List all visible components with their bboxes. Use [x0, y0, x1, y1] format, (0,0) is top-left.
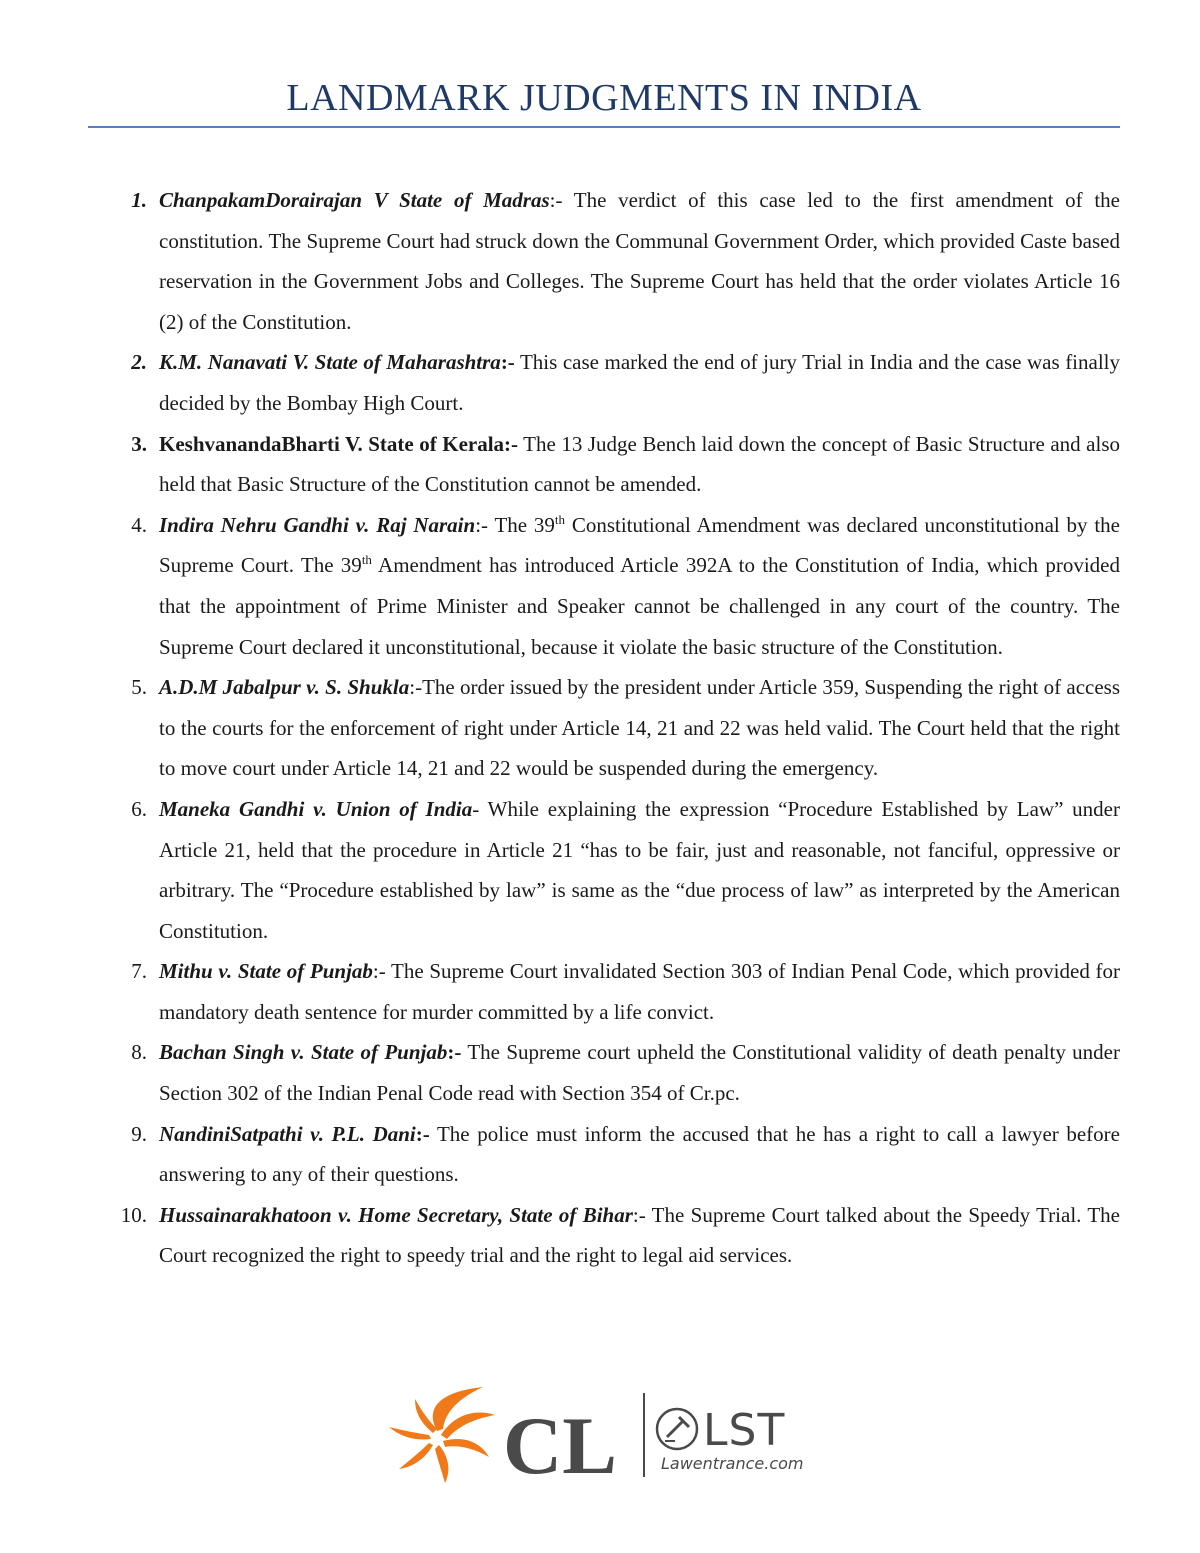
- list-item: [113, 505, 1120, 667]
- case-separator: :-: [372, 959, 386, 984]
- case-separator: :-: [632, 1202, 646, 1227]
- case-separator: :-: [549, 188, 563, 212]
- list-item: [113, 1114, 1120, 1195]
- case-separator: :-: [504, 431, 519, 456]
- item-number: 7.: [131, 959, 147, 984]
- case-separator: :-: [409, 675, 423, 700]
- case-summary: This case marked the end of jury Trial in India and the case was finally decided by the Bombay High Court.: [159, 350, 1121, 415]
- list-item: [113, 951, 1120, 1032]
- case-summary: While explaining the expression “Procedure Established by Law” under Article 21, held that the procedure in Article 21 “has to be fair, just and reasonable, not fanciful, oppressive or arbitrary. The “Procedure established by law” is same as the “due process of law” as interpreted by the American Constitution.: [159, 796, 1120, 943]
- ordinal-suffix: th: [554, 511, 566, 527]
- case-summary: The 13 Judge Bench laid down the concept of Basic Structure and also held that Basic Structure of the Constitution cannot be amended.: [159, 431, 1120, 497]
- case-separator: -: [472, 796, 480, 821]
- case-summary: The order issued by the president under Article 359, Suspending the right of access to the courts for the enforcement of right under Article 14, 21 and 22 was held valid. The Court held that the right to move court under Article 14, 21 and 22 would be suspended during the emergency.: [159, 675, 1121, 781]
- case-summary: The Supreme Court talked about the Speedy Trial. The Court recognized the right to speedy trial and the right to legal aid services.: [159, 1202, 1120, 1268]
- case-summary-part: Constitutional Amendment was declared unconstitutional by the Supreme Court. The 39: [159, 512, 1121, 578]
- logo-cl-text: CL: [503, 1400, 617, 1485]
- list-item: [113, 180, 1120, 342]
- case-name: Bachan Singh v. State of Punjab: [159, 1040, 448, 1065]
- item-number: 8.: [131, 1040, 147, 1065]
- case-separator: :-: [500, 350, 515, 375]
- list-item: [113, 789, 1120, 951]
- case-summary: The Supreme Court invalidated Section 303 of Indian Penal Code, which provided for mandatory death sentence for murder committed by a life convict.: [159, 959, 1120, 1024]
- case-separator: :-: [475, 512, 489, 537]
- page-title: LANDMARK JUDGMENTS IN INDIA: [286, 77, 922, 119]
- logo-divider: [643, 1393, 645, 1477]
- logo-site-text: Lawentrance.com: [661, 1454, 804, 1473]
- case-summary-part: Amendment has introduced Article 392A to the Constitution of India, which provided that the appointment of Prime Minister and Speaker cannot be challenged in any court of the country. The Supreme Court declared it unconstitutional, because it violate the basic structure of the Constitution.: [159, 553, 1120, 659]
- case-separator: :-: [447, 1040, 462, 1065]
- judgments-list: [113, 180, 1120, 1276]
- case-summary: The Supreme court upheld the Constitutional validity of death penalty under Section 302 of the Indian Penal Code read with Section 354 of Cr.pc.: [159, 1040, 1120, 1106]
- list-item: [113, 667, 1120, 789]
- case-name: ChanpakamDorairajan V State of Madras: [159, 188, 550, 212]
- item-number: 1.: [131, 188, 147, 212]
- case-name: Indira Nehru Gandhi v. Raj Narain: [159, 512, 476, 537]
- footer-logo: [385, 1385, 825, 1485]
- case-summary: The police must inform the accused that he has a right to call a lawyer before answering to any of their questions.: [159, 1121, 1120, 1187]
- item-number: 3.: [131, 431, 147, 456]
- list-item: [113, 1032, 1120, 1113]
- case-name: K.M. Nanavati V. State of Maharashtra: [159, 350, 501, 375]
- sunburst-logo-icon: [389, 1387, 495, 1483]
- ordinal-suffix: th: [361, 552, 372, 568]
- item-number: 2.: [131, 350, 147, 375]
- case-summary: The verdict of this case led to the first amendment of the constitution. The Supreme Court had struck down the Communal Government Order, which provided Caste based reservation in the Government Jobs and Colleges. The Supreme Court has held that the order violates Article 16 (2) of the Constitution.: [159, 188, 1120, 334]
- case-name: Hussainarakhatoon v. Home Secretary, State of Bihar: [159, 1202, 633, 1227]
- gavel-seal-icon: [657, 1409, 697, 1449]
- list-item: [113, 1195, 1120, 1276]
- item-number: 4.: [131, 512, 147, 537]
- case-name: A.D.M Jabalpur v. S. Shukla: [159, 675, 410, 700]
- list-item: [113, 424, 1120, 505]
- title-underline: [88, 126, 1120, 128]
- case-summary-part: The 39: [488, 512, 555, 537]
- item-number: 9.: [131, 1121, 147, 1146]
- logo-lst-text: LST: [703, 1405, 786, 1456]
- list-item: [113, 342, 1120, 423]
- case-name: Mithu v. State of Punjab: [159, 959, 373, 984]
- case-name: Maneka Gandhi v. Union of India: [159, 796, 473, 821]
- case-separator: :-: [415, 1121, 430, 1146]
- item-number: 6.: [131, 796, 147, 821]
- case-name: KeshvanandaBharti V. State of Kerala: [159, 431, 505, 456]
- item-number: 10.: [120, 1202, 147, 1227]
- item-number: 5.: [131, 675, 147, 700]
- case-name: NandiniSatpathi v. P.L. Dani: [159, 1121, 416, 1146]
